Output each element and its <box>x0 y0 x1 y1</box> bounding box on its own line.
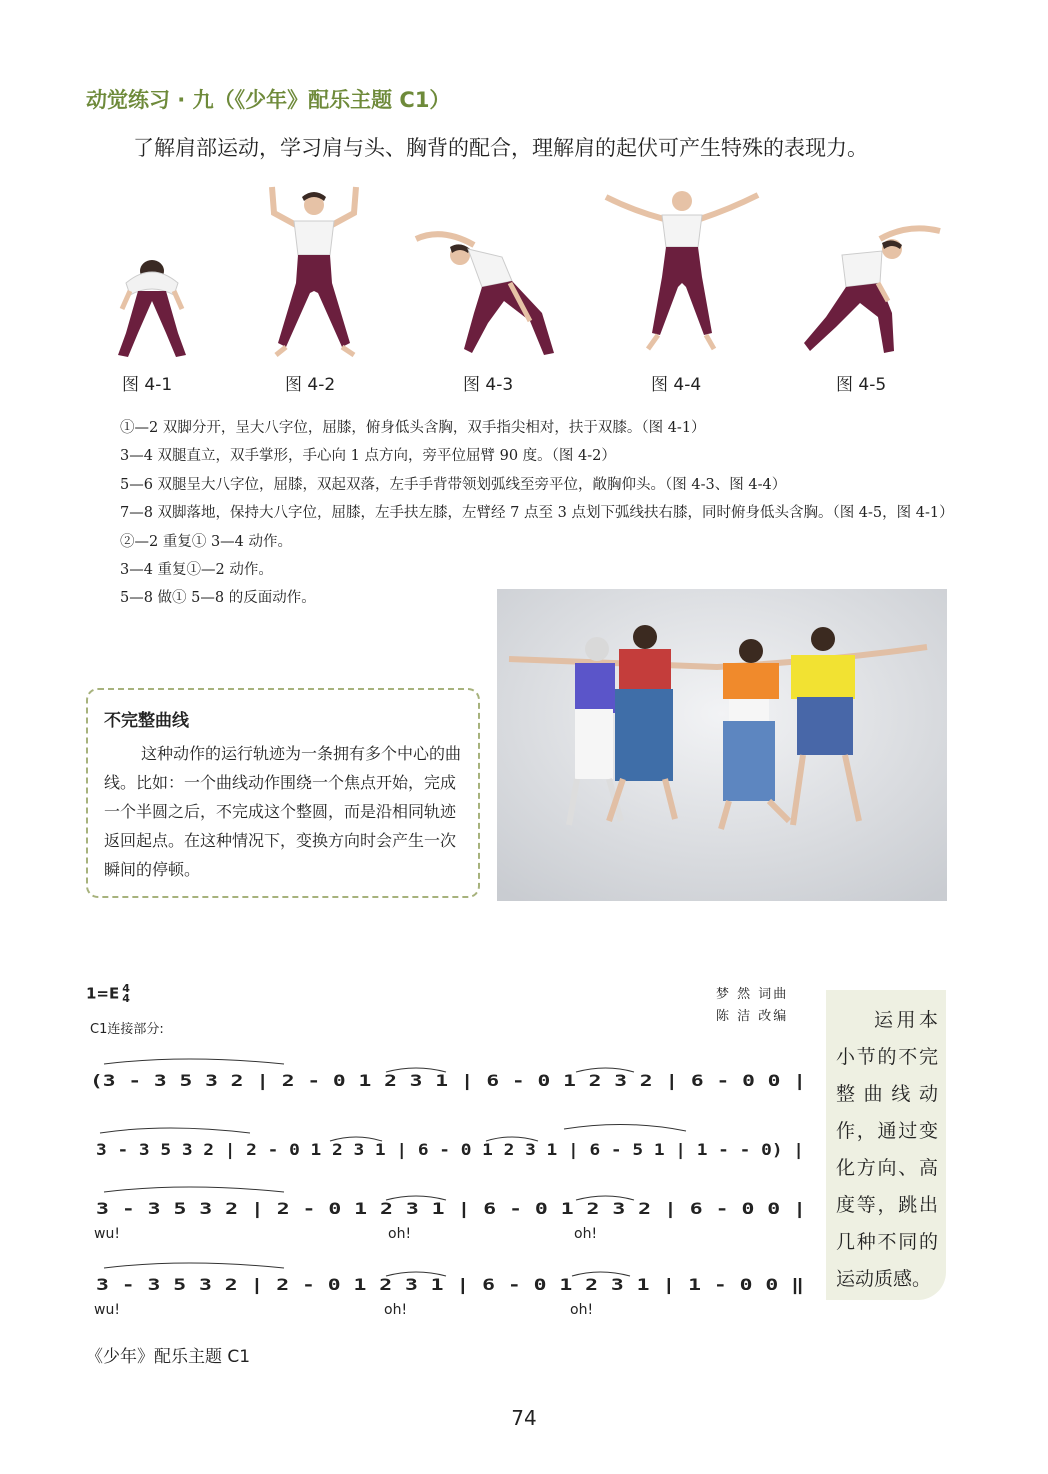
figure-label: 图 4-5 <box>836 375 887 395</box>
score-credits <box>716 984 788 1028</box>
lyric-oh: oh! <box>388 1226 412 1242</box>
tip-text: 这种动作的运行轨迹为一条拥有多个中心的曲线。比如：一个曲线动作围绕一个焦点开始，完成一个半圆之后，不完成这个整圆，而是沿相同轨迹返回起点。在这种情况下，变换方向时会产生一次瞬间的停顿。 <box>104 744 462 879</box>
time-signature: 4 4 <box>122 982 130 1005</box>
score-key <box>86 984 130 1004</box>
step-instructions <box>86 414 954 613</box>
lyric-wu: wu! <box>94 1226 120 1242</box>
music-line-1 <box>86 1058 806 1098</box>
credit-arranger: 陈 洁 改编 <box>716 1009 789 1024</box>
music-line-4 <box>86 1262 806 1302</box>
page-number: 74 <box>511 1406 537 1430</box>
figure-4-5-image <box>796 183 944 363</box>
figure-4-2-image <box>262 183 366 363</box>
step-line: 5—6 双腿呈大八字位，屈膝，双起双落，左手手背带领划弧线至旁平位，敞胸仰头。（图 4-3、图 4-4） <box>120 476 787 493</box>
music-line-2 <box>86 1127 806 1167</box>
figure-label: 图 4-2 <box>285 375 336 395</box>
step-line: 5—8 做① 5—8 的反面动作。 <box>120 590 316 607</box>
figure-4-3-image <box>412 183 562 363</box>
step-line: 7—8 双脚落地，保持大八字位，屈膝，左手扶左膝，左臂经 7 点至 3 点划下弧线扶右膝，同时俯身低头含胸。（图 4-5，图 4-1） <box>120 505 954 522</box>
lyric-oh: oh! <box>574 1226 598 1242</box>
step-line: ②—2 重复① 3—4 动作。 <box>120 533 293 550</box>
figure-label: 图 4-1 <box>122 375 173 395</box>
intro-text: 了解肩部运动，学习肩与头、胸背的配合，理解肩的起伏可产生特殊的表现力。 <box>133 136 868 160</box>
step-line: 3—4 重复①—2 动作。 <box>120 562 273 579</box>
figure-4-1-image <box>104 183 200 363</box>
lyric-wu: wu! <box>94 1302 120 1318</box>
notation-text: 3 - 3 5 3 2 | 2 - 0 1 2 3 1 | 6 - 0 1 2 3 1 | 1 - 0 0 ‖ <box>96 1275 626 1294</box>
lyric-oh: oh! <box>384 1302 408 1318</box>
credit-lyrics: 梦 然 词曲 <box>716 987 789 1002</box>
music-line-3 <box>86 1186 806 1226</box>
figure-label: 图 4-3 <box>463 375 514 395</box>
lyric-oh: oh! <box>570 1302 594 1318</box>
notation-text: (3 - 3 5 3 2 | 2 - 0 1 2 3 1 | 6 - 0 1 2 3 2 | 6 - 0 0 | <box>90 1071 630 1090</box>
step-line: 3—4 双腿直立，双手掌形，手心向 1 点方向，旁平位屈臂 90 度。（图 4-2） <box>120 448 616 465</box>
step-line: ①—2 双脚分开，呈大八字位，屈膝，俯身低头含胸，双手指尖相对，扶于双膝。（图 4-1） <box>120 420 706 436</box>
dancers-jump-photo <box>497 589 947 901</box>
side-note-text: 运用本小节的不完整曲线动作，通过变化方向、高度等，跳出几种不同的运动质感。 <box>836 1009 938 1290</box>
tip-box <box>86 688 480 898</box>
exercise-title: 动觉练习 · 九（《少年》配乐主题 C1） <box>86 88 451 112</box>
score-caption: 《少年》配乐主题 C1 <box>86 1347 251 1367</box>
key-signature: 1=E <box>86 984 120 1003</box>
figure-4-4-image <box>604 183 760 363</box>
figure-label: 图 4-4 <box>651 375 702 395</box>
tip-title: 不完整曲线 <box>104 711 189 731</box>
notation-text: 3 - 3 5 3 2 | 2 - 0 1 2 3 1 | 6 - 0 1 2 3 1 | 6 - 5 1 | 1 - - 0) | <box>96 1140 732 1159</box>
side-note <box>826 990 946 1300</box>
notation-text: 3 - 3 5 3 2 | 2 - 0 1 2 3 1 | 6 - 0 1 2 3 2 | 6 - 0 0 | <box>96 1199 626 1218</box>
score-subtitle: C1连接部分: <box>90 1022 164 1037</box>
